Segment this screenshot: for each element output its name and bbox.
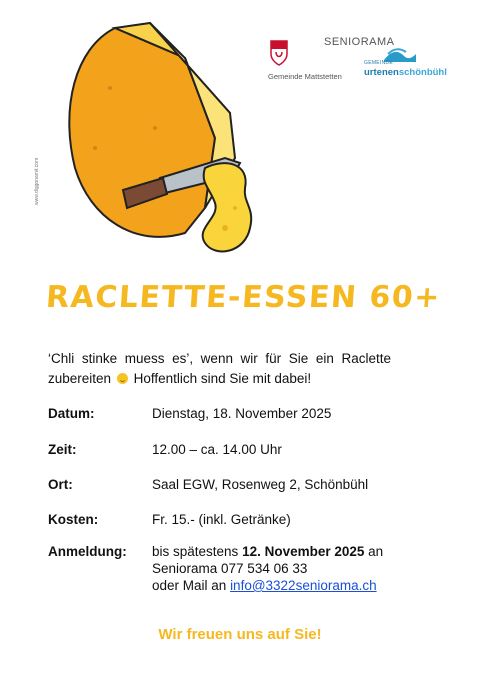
registration-prefix: bis spätestens bbox=[152, 544, 239, 559]
time-value: 12.00 – ca. 14.00 Uhr bbox=[152, 442, 282, 457]
registration-label: Anmeldung: bbox=[48, 544, 127, 559]
date-label: Datum: bbox=[48, 406, 95, 421]
header-logos bbox=[266, 34, 447, 104]
org-name: SENIORAMA bbox=[324, 36, 395, 48]
municipality-right-part-b: schönbühl bbox=[398, 67, 447, 78]
registration-line-1 bbox=[152, 543, 383, 560]
intro-before: ‘Chli stinke muess es’, wenn wir für Sie ein Raclette zubereiten bbox=[48, 351, 391, 386]
registration-suffix: an bbox=[368, 544, 384, 559]
time-label: Zeit: bbox=[48, 442, 77, 457]
municipality-right-part-a: urtenen bbox=[364, 67, 399, 78]
registration-deadline: 12. November 2025 bbox=[242, 544, 365, 559]
illustration-credit: www.diggonamit.com bbox=[34, 157, 40, 205]
registration-line-3 bbox=[152, 577, 377, 594]
cost-value: Fr. 15.- (inkl. Getränke) bbox=[152, 512, 291, 527]
intro-after: Hoffentlich sind Sie mit dabei! bbox=[133, 371, 312, 386]
place-value: Saal EGW, Rosenweg 2, Schönbühl bbox=[152, 477, 369, 492]
intro-text bbox=[48, 349, 391, 389]
cost-label: Kosten: bbox=[48, 512, 99, 527]
closing-text: Wir freuen uns auf Sie! bbox=[158, 626, 322, 643]
registration-line-2: Seniorama 077 534 06 33 bbox=[152, 561, 308, 576]
crest-icon bbox=[270, 40, 288, 66]
page-title: RACLETTE-ESSEN 60+ bbox=[44, 280, 443, 315]
date-value: Dienstag, 18. November 2025 bbox=[152, 406, 332, 421]
municipality-left-label: Gemeinde Mattstetten bbox=[268, 72, 342, 81]
place-label: Ort: bbox=[48, 477, 73, 492]
email-link[interactable]: info@3322seniorama.ch bbox=[230, 578, 377, 593]
smiley-icon bbox=[117, 373, 128, 384]
registration-mail-prefix: oder Mail an bbox=[152, 578, 227, 593]
municipality-right-small: GEMEINDE bbox=[364, 60, 394, 66]
municipality-right-label bbox=[364, 67, 447, 78]
raclette-cheese-illustration bbox=[55, 18, 275, 268]
